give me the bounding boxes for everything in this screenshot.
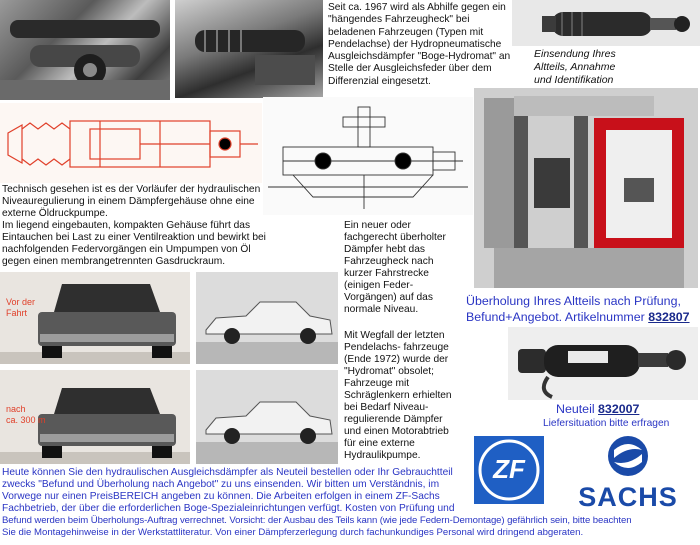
technical-line2: Niveauregulierung in einem Dämpfergehäuse ohne eine — [2, 196, 255, 207]
technical-line6: nachfolgenden Federvorgängen ein Umpumpen von Öl — [2, 244, 251, 255]
wegfall-l9: und einen Motorabtrieb — [344, 426, 449, 437]
zf-logo — [474, 436, 544, 504]
new-damper-l1: Ein neuer oder — [344, 220, 411, 231]
wegfall-l5: Fahrzeuge mit — [344, 378, 410, 389]
technical-line5: Eintauchen bei Last zu einer Ventilreaktion und bewirkt bei — [2, 232, 266, 243]
wegfall-l1: Mit Wegfall der letzten — [344, 330, 445, 341]
new-damper-l5: kurzer Fahrstrecke — [344, 268, 429, 279]
einsendung-line3: und Identifikation — [534, 74, 614, 86]
underbody-left-illustration — [0, 0, 170, 100]
line-drawing-illustration — [263, 97, 473, 215]
car-side-after-illustration — [196, 370, 338, 464]
line-technical-drawing — [263, 97, 473, 215]
wegfall-l10: für eine externe — [344, 438, 415, 449]
sachs-logo-mark — [556, 432, 700, 488]
new-damper-l2: fachgerecht überholter — [344, 232, 446, 243]
footer-l4: Fachbetrieb, der über die erforderlichen Boge-Spezialeinrichtungen verfügt. Kosten von Prüfung und — [2, 503, 455, 514]
footer-l6: Sie die Montagehinweise in der Werkstattliteratur. Von einer Dämpferzerlegung durch fachunkundiges Personal wird dringend abgeraten. — [2, 527, 584, 538]
footer-l1: Heute können Sie den hydraulischen Ausgleichsdämpfer als Neuteil bestellen oder Ihr Gebrauchtteil — [2, 467, 453, 478]
einsendung-line1: Einsendung Ihres — [534, 48, 616, 60]
damper-top-illustration — [512, 0, 700, 46]
footer-l5: Befund werden beim Überholungs-Auftrag verrechnet. Vorsicht: der Ausbau des Teils kann (wie jede Federn-Demontage) gefährlich sein, bitte beachten — [2, 515, 632, 526]
wegfall-l8: regulierende Dämpfer — [344, 414, 443, 425]
label-nach-line1: nach — [6, 404, 26, 414]
label-nach-line2: ca. 300 m — [6, 415, 46, 425]
neuteil-number-link[interactable]: 832007 — [598, 402, 640, 416]
einsendung-line2: Altteils, Annahme — [534, 61, 616, 73]
zf-logo-text: ZF — [493, 454, 525, 484]
technical-line1: Technisch gesehen ist es der Vorläufer der hydraulischen — [2, 184, 261, 195]
neuteil-supply: Liefersituation bitte erfragen — [543, 418, 670, 429]
article-number-link[interactable]: 832807 — [648, 310, 690, 324]
wegfall-l7: bei Bedarf Niveau- — [344, 402, 429, 413]
car-rear-before-illustration — [0, 272, 190, 364]
technical-line3: externe Öldruckpumpe. — [2, 208, 108, 219]
label-vor-line1: Vor der — [6, 297, 36, 307]
new-damper-l7: Vorgängen) auf das — [344, 292, 433, 303]
underbody-middle-illustration — [175, 0, 323, 98]
sachs-logo-text: SACHS — [578, 482, 678, 512]
photo-car-side-before — [196, 272, 338, 364]
neuteil-label: Neuteil — [556, 402, 595, 416]
new-damper-l4: Fahrzeugheck nach — [344, 256, 434, 267]
red-technical-drawing — [0, 103, 262, 183]
neuteil-damper-illustration — [508, 327, 698, 400]
footer-l3: Vorwege nur einen PreisBEREICH angeben zu können. Die Arbeiten erfolgen in einem ZF-Sachs — [2, 491, 440, 502]
intro-text: Seit ca. 1967 wird als Abhilfe gegen ein "hängendes Fahrzeugheck" bei beladenen Fahrzeugen (Typen mit Pendelachse) der Hydropneumatische Ausgleichsdämpfer "Boge-Hydromat" an Stelle der Ausgleichsfeder über dem Differenzial eingesetzt. — [328, 2, 511, 87]
photo-neuteil-damper — [508, 327, 698, 400]
new-damper-l6: (einigen Feder- — [344, 280, 414, 291]
footer-l2: zwecks "Befund und Überholung nach Angebot" zu uns einsenden. Wir bitten um Verständnis, im — [2, 479, 440, 490]
overhaul-line2 — [466, 310, 690, 324]
wegfall-l4: "Hydromat" obsolet; — [344, 366, 434, 377]
red-drawing-illustration — [0, 103, 262, 183]
sachs-logo — [556, 432, 700, 514]
label-vor-line2: Fahrt — [6, 308, 28, 318]
wegfall-l3: (Ende 1972) wurde der — [344, 354, 449, 365]
photo-underbody-middle — [175, 0, 323, 98]
technical-line4: Im liegend eingebauten, kompakten Gehäuse führt das — [2, 220, 251, 231]
overhaul-line1: Überholung Ihres Altteils nach Prüfung, — [466, 294, 681, 308]
technical-line7: gegen einen membrangetrennten Gasdruckraum. — [2, 256, 226, 267]
wegfall-l6: Schräglenkern erhielten — [344, 390, 452, 401]
wegfall-l11: Hydraulikpumpe. — [344, 450, 421, 461]
photo-underbody-left — [0, 0, 170, 100]
photo-damper-top — [512, 0, 700, 46]
car-side-before-illustration — [196, 272, 338, 364]
new-damper-l3: Dämpfer hebt das — [344, 244, 425, 255]
neuteil-line — [556, 402, 639, 416]
new-damper-l8: normale Niveau. — [344, 304, 419, 315]
overhaul-prefix: Befund+Angebot. Artikelnummer — [466, 310, 645, 324]
wegfall-l2: Pendelachs- fahrzeuge — [344, 342, 449, 353]
photo-test-rig — [474, 88, 698, 288]
photo-car-rear-before — [0, 272, 190, 364]
photo-car-side-after — [196, 370, 338, 464]
test-rig-illustration — [474, 88, 698, 288]
